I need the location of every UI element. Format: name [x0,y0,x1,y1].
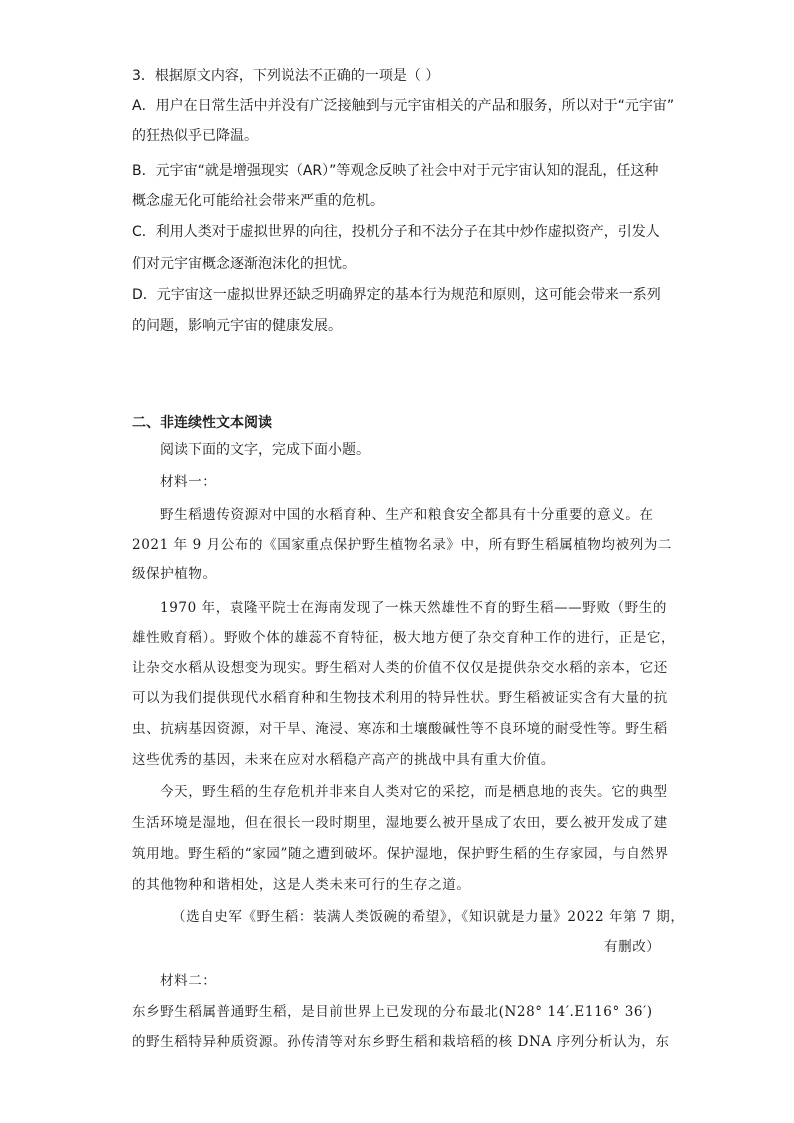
material1-p2-line1: 1970 年，袁隆平院士在海南发现了一株天然雄性不育的野生稻——野败（野生的 [160,600,667,616]
option-d-line2: 的问题，影响元宇宙的健康发展。 [132,318,342,334]
material2-p1-line1: 东乡野生稻属普通野生稻，是目前世界上已发现的分布最北(N28° 14′.E116° 36′) [132,1004,653,1020]
section-heading: 二、非连续性文本阅读 [132,415,272,431]
option-d-line1: D．元宇宙这一虚拟世界还缺乏明确界定的基本行为规范和原则，这可能会带来一系列 [132,287,661,303]
option-b-line1: B．元宇宙“就是增强现实（AR）”等观念反映了社会中对于元宇宙认知的混乱，任这种 [132,163,659,179]
material1-p3-line4: 的其他物种和谐相处，这是人类未来可行的生存之道。 [132,877,471,893]
option-a-line2: 的狂热似乎已降温。 [132,128,258,144]
option-a-line1: A．用户在日常生活中并没有广泛接触到与元宇宙相关的产品和服务，所以对于“元宇宙” [132,98,675,114]
option-c-line2: 们对元宇宙概念逐渐泡沫化的担忧。 [132,256,356,272]
option-b-line2: 概念虚无化可能给社会带来严重的危机。 [132,193,384,209]
material1-p1-line3: 级保护植物。 [132,566,217,582]
material2-label: 材料二： [160,973,217,989]
option-c-line1: C．利用人类对于虚拟世界的向往，投机分子和不法分子在其中炒作虚拟资产，引发人 [132,224,660,240]
material1-p2-line3: 让杂交水稻从设想变为现实。野生稻对人类的价值不仅仅是提供杂交水稻的亲本，它还 [132,660,668,676]
section-instruction: 阅读下面的文字，完成下面小题。 [160,442,370,458]
material1-p2-line4: 可以为我们提供现代水稻育种和生物技术利用的特异性状。野生稻被证实含有大量的抗 [132,690,668,706]
material1-source-line1: （选自史军《野生稻：装满人类饭碗的希望》，《知识就是力量》2022 年第 7 期， [172,909,685,925]
material1-p1-line2: 2021 年 9 月公布的《国家重点保护野生植物名录》中，所有野生稻属植物均被列为二 [132,537,673,553]
material1-p3-line2: 生活环境是湿地，但在很长一段时期里，湿地要么被开垦成了农田，要么被开发成了建 [132,815,668,831]
material1-p1-line1: 野生稻遗传资源对中国的水稻育种、生产和粮食安全都具有十分重要的意义。在 [160,507,654,523]
material2-p1-line2: 的野生稻特异种质资源。孙传清等对东乡野生稻和栽培稻的核 DNA 序列分析认为，东 [132,1034,670,1050]
material1-p3-line1: 今天，野生稻的生存危机并非来自人类对它的采挖，而是栖息地的丧失。它的典型 [160,784,668,800]
material1-source-line2: 有删改） [604,939,661,955]
material1-p2-line2: 雄性败育稻）。野败个体的雄蕊不育特征，极大地方便了杂交育种工作的进行，正是它， [132,630,676,646]
material1-label: 材料一： [160,474,217,490]
material1-p3-line3: 筑用地。野生稻的“家园”随之遭到破坏。保护湿地，保护野生稻的生存家园，与自然界 [132,846,669,862]
material1-p2-line6: 这些优秀的基因，未来在应对水稻稳产高产的挑战中具有重大价值。 [132,752,555,768]
question-stem: 3．根据原文内容，下列说法不正确的一项是（ ） [132,68,440,84]
material1-p2-line5: 虫、抗病基因资源，对干旱、淹浸、寒冻和土壤酸碱性等不良环境的耐受性等。野生稻 [132,721,668,737]
